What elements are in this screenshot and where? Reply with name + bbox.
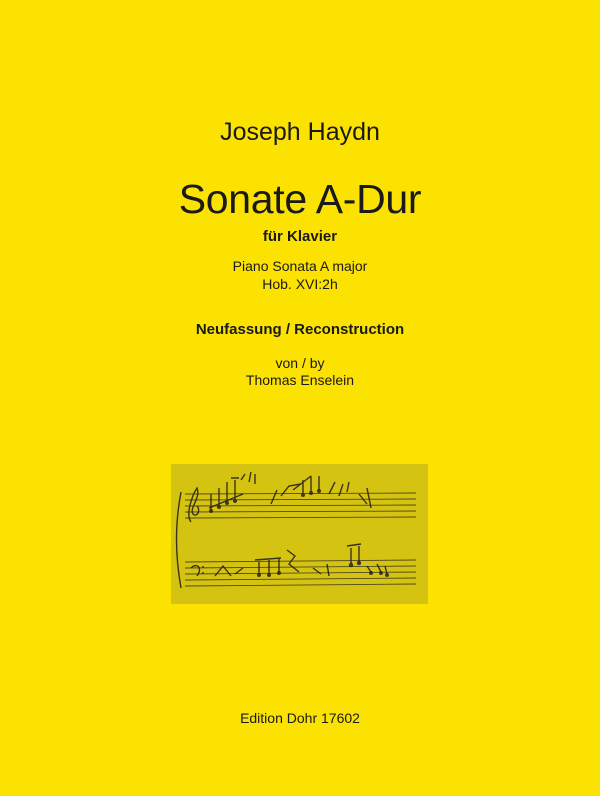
reconstruction-label: Neufassung / Reconstruction — [195, 321, 405, 338]
publisher-edition: Edition Dohr 17602 — [240, 710, 360, 726]
instrument-subtitle: für Klavier — [262, 228, 338, 245]
byline: von / by — [275, 355, 325, 371]
manuscript-facsimile-image — [171, 464, 428, 604]
manuscript-sketch — [171, 464, 428, 604]
composer-name: Joseph Haydn — [220, 118, 380, 146]
english-title: Piano Sonata A major — [232, 258, 368, 274]
work-title: Sonate A-Dur — [178, 176, 422, 222]
editor-name: Thomas Enselein — [245, 372, 355, 388]
catalog-number: Hob. XVI:2h — [262, 276, 338, 292]
